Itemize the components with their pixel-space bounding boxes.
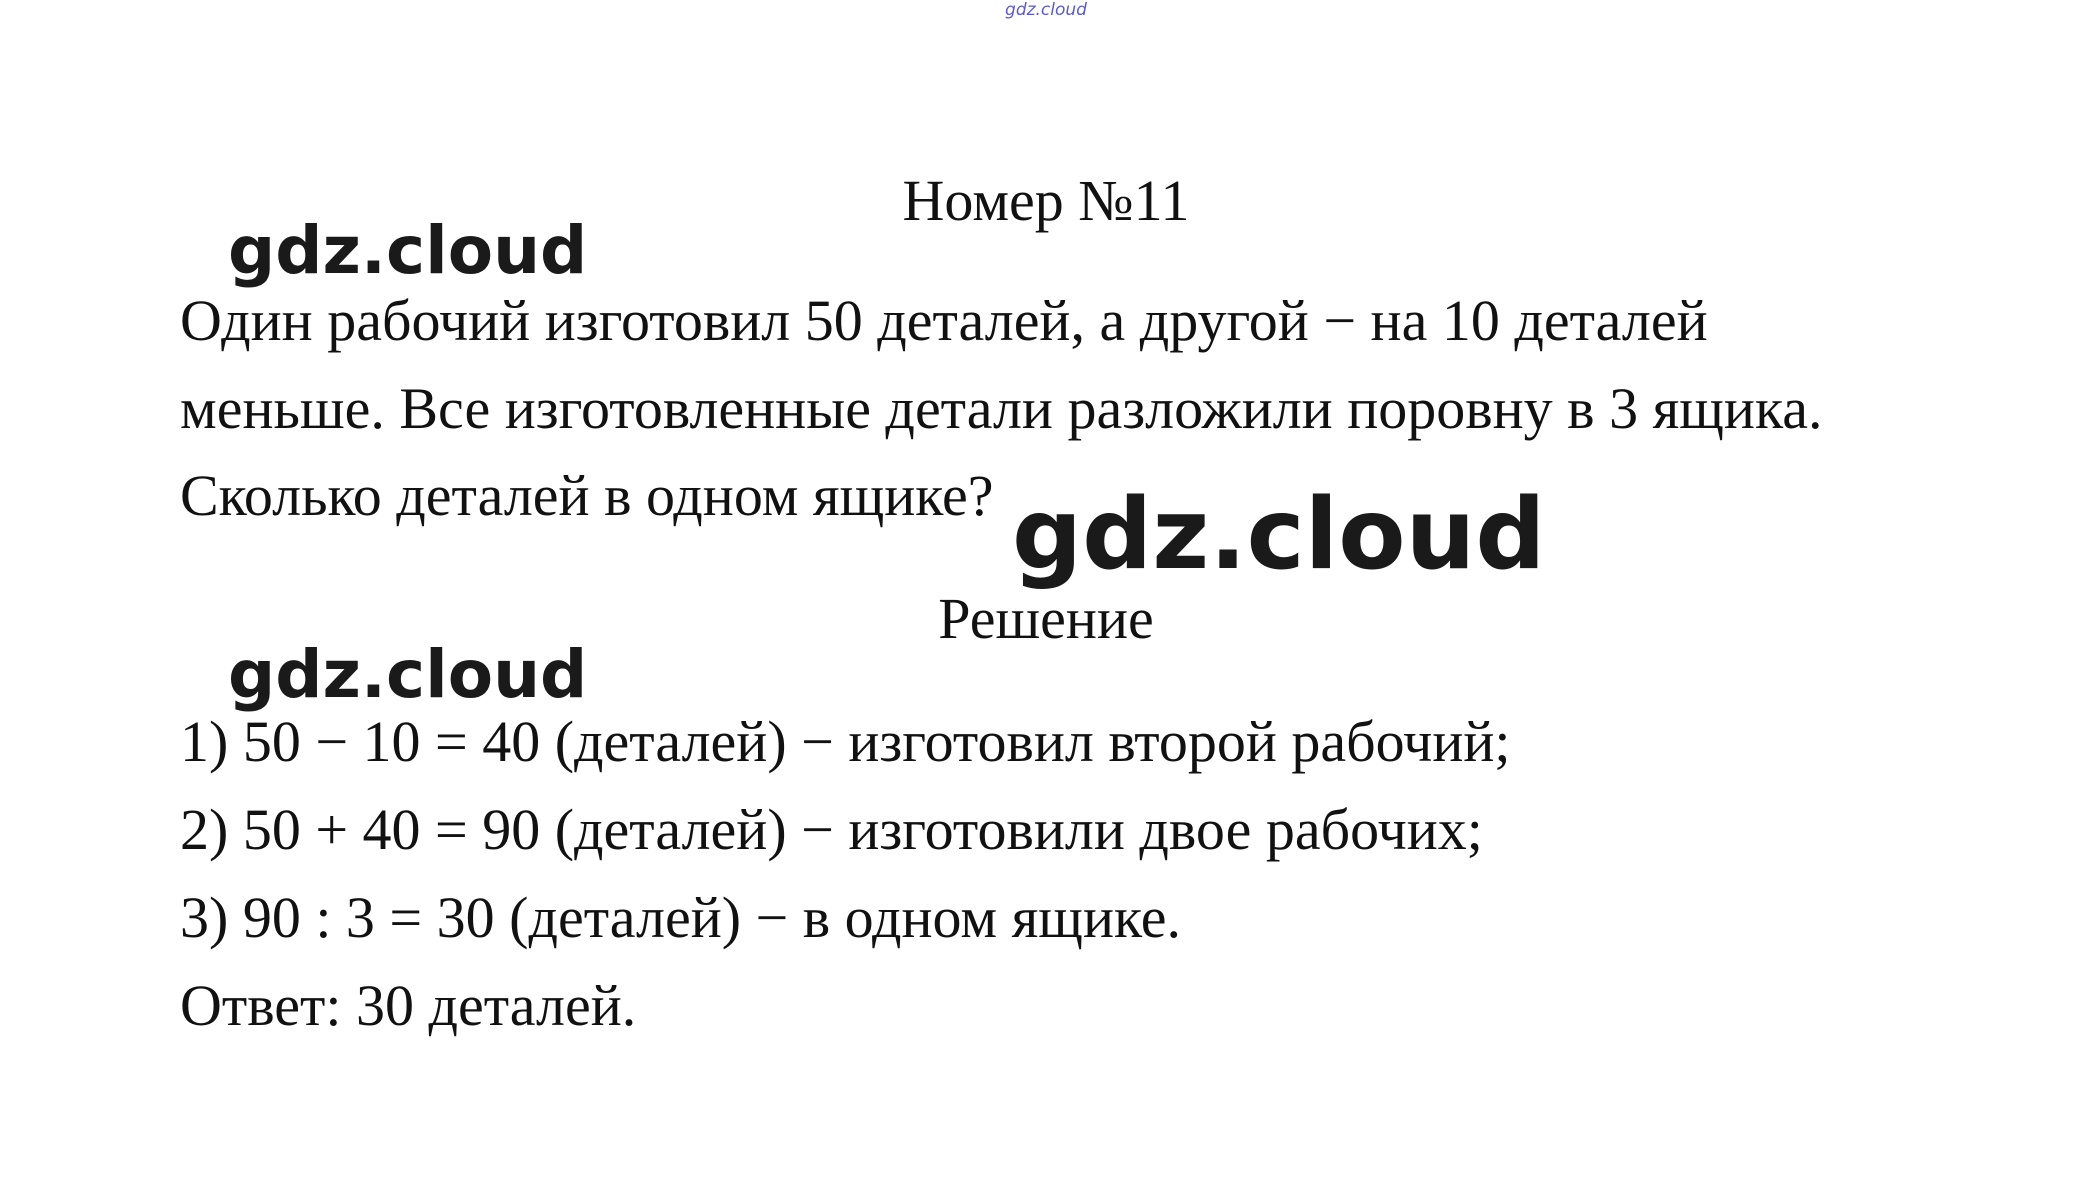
solution-step-1: 1) 50 − 10 = 40 (деталей) − изготовил второй рабочий; [180, 709, 1511, 774]
watermark-1: gdz.cloud [228, 212, 588, 289]
problem-line-1: Один рабочий изготовил 50 деталей, а другой − на 10 деталей [180, 288, 1708, 353]
problem-line-3: Сколько деталей в одном ящике? [180, 463, 994, 528]
watermark-3: gdz.cloud [228, 636, 588, 713]
problem-line-2: меньше. Все изготовленные детали разложили поровну в 3 ящика. [180, 376, 1823, 441]
solution-step-3: 3) 90 : 3 = 30 (деталей) − в одном ящике. [180, 885, 1181, 950]
watermark-2: gdz.cloud [1012, 478, 1546, 592]
solution-step-2: 2) 50 + 40 = 90 (деталей) − изготовили двое рабочих; [180, 797, 1483, 862]
solution-heading: Решение [938, 586, 1154, 651]
watermark-top: gdz.cloud [1005, 0, 1087, 20]
answer-line: Ответ: 30 деталей. [180, 973, 637, 1038]
page-title: Номер №11 [902, 168, 1190, 233]
